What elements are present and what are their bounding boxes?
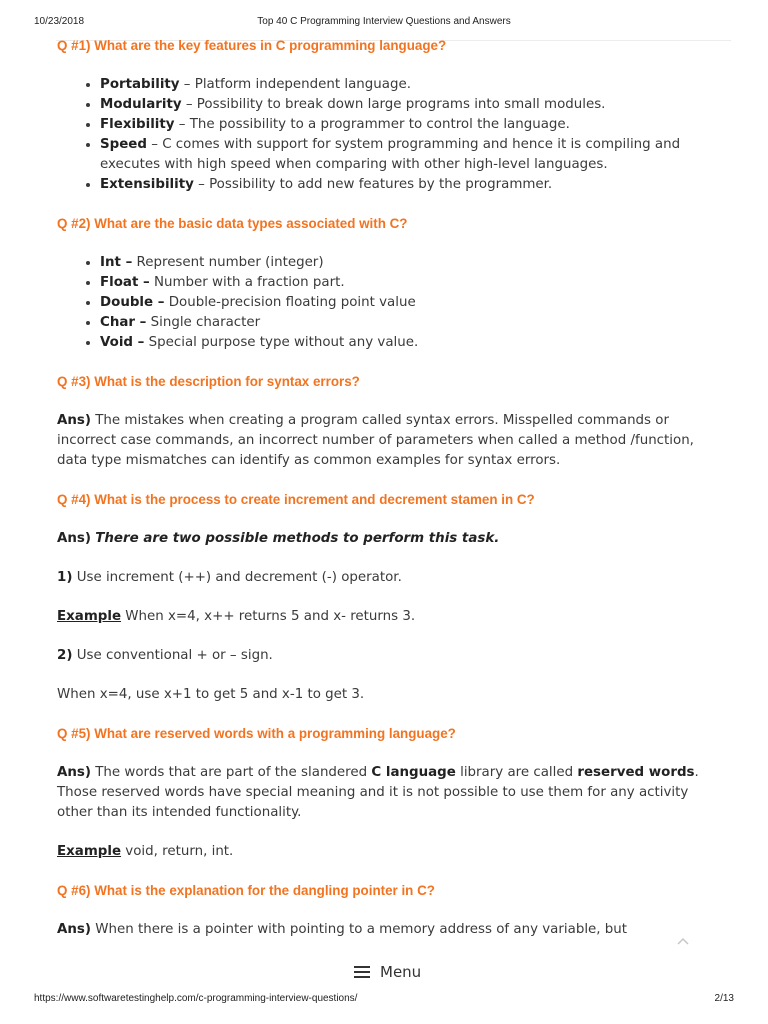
page-number: 2/13 [714, 993, 734, 1004]
list-item: • Int – Represent number (integer) [100, 253, 717, 273]
q3-answer: Ans) The mistakes when creating a program called syntax errors. Misspelled commands or incorrect case commands, an incorrect number of parameters when called a method /function, data type mismatches can identify as common examples for syntax errors. [57, 413, 694, 468]
q5-answer: Ans) The words that are part of the slandered C language library are called reserved words. Those reserved words have special meaning and it is not possible to use them for any activity other than its intended functionality. [57, 765, 699, 820]
question-1-title: Q #1) What are the key features in C programming language? [57, 38, 447, 53]
list-item: • Double – Double-precision floating point value [100, 293, 717, 313]
print-footer [34, 993, 734, 1007]
question-6-title: Q #6) What is the explanation for the dangling pointer in C? [57, 883, 435, 898]
article-content [57, 36, 717, 959]
q1-feature-list [57, 75, 717, 195]
question-2-title: Q #2) What are the basic data types associated with C? [57, 216, 408, 231]
q5-example: Example void, return, int. [57, 844, 234, 859]
print-header [34, 16, 734, 30]
list-item: • Modularity – Possibility to break down large programs into small modules. [100, 95, 717, 115]
list-item: • Extensibility – Possibility to add new features by the programmer. [100, 175, 717, 195]
menu-label: Menu [380, 963, 422, 981]
q2-datatype-list [57, 253, 717, 353]
list-item: • Float – Number with a fraction part. [100, 273, 717, 293]
q4-method-2-note: When x=4, use x+1 to get 5 and x-1 to get 3. [57, 687, 365, 702]
list-item: • Flexibility – The possibility to a programmer to control the language. [100, 115, 717, 135]
list-item: • Void – Special purpose type without any value. [100, 333, 717, 353]
print-date: 10/23/2018 [34, 16, 85, 27]
q4-method-2: 2) Use conventional + or – sign. [57, 648, 273, 663]
list-item: • Portability – Platform independent language. [100, 75, 717, 95]
question-4-title: Q #4) What is the process to create increment and decrement stamen in C? [57, 492, 535, 507]
q6-answer: Ans) When there is a pointer with pointing to a memory address of any variable, but [57, 922, 628, 937]
list-item: • Char – Single character [100, 313, 717, 333]
question-3-title: Q #3) What is the description for syntax errors? [57, 374, 360, 389]
q4-answer: Ans) There are two possible methods to perform this task. [57, 531, 500, 546]
page-url: https://www.softwaretestinghelp.com/c-programming-interview-questions/ [34, 993, 358, 1004]
list-item: • Speed – C comes with support for system programming and hence it is compiling and executes with high speed when comparing with other high-level languages. [100, 135, 717, 175]
menu-button[interactable] [354, 962, 421, 982]
q4-example: Example When x=4, x++ returns 5 and x- returns 3. [57, 609, 416, 624]
chevron-up-icon[interactable] [676, 935, 690, 949]
q4-method-1: 1) Use increment (++) and decrement (-) operator. [57, 570, 402, 585]
hamburger-icon [354, 966, 370, 978]
print-title: Top 40 C Programming Interview Questions and Answers [257, 16, 511, 27]
question-5-title: Q #5) What are reserved words with a programming language? [57, 726, 456, 741]
